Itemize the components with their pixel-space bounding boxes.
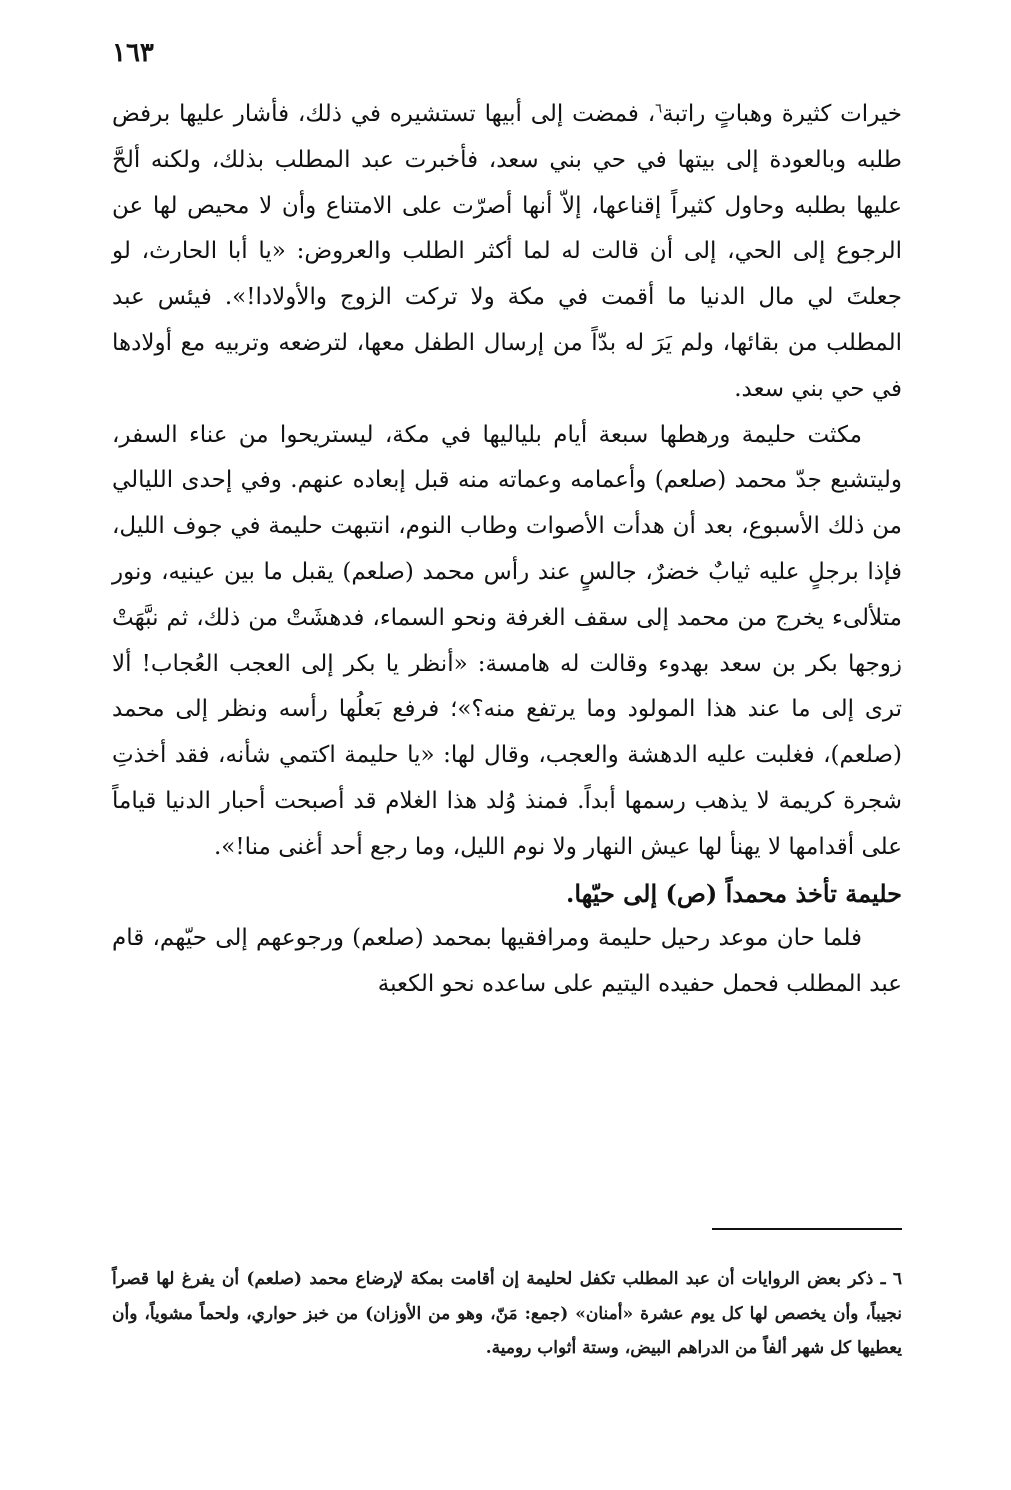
footnote-reference: ٦ xyxy=(655,101,663,117)
footnote-number: ٦ ـ xyxy=(880,1269,902,1289)
paragraph-1-start: خيرات كثيرة وهباتٍ راتبة xyxy=(662,101,902,127)
footnote-divider xyxy=(712,1228,902,1230)
footnote-text: ذكر بعض الروايات أن عبد المطلب تكفل لحليمة إن أقامت بمكة لإرضاع محمد (صلعم) أن يفرغ لها قصراً نجيباً، وأن يخصص لها كل يوم عشرة «أمنان» (جمع: مَنّ، وهو من الأوزان) من خبز حواري، ولحماً مشوياً، وأن يعطيها كل شهر ألفاً من الدراهم البيض، وستة أثواب رومية. xyxy=(112,1269,902,1358)
section-heading: حليمة تأخذ محمداً (ص) إلى حيّها. xyxy=(566,878,902,908)
page-number: ١٦٣ xyxy=(112,38,154,68)
paragraph-2: مكثت حليمة ورهطها سبعة أيام بلياليها في مكة، ليستريحوا من عناء السفر، وليتشبع جدّ محمد (صلعم) وأعمامه وعماته منه قبل إبعاده عنهم. وفي إحدى الليالي من ذلك الأسبوع، بعد أن هدأت الأصوات وطاب النوم، انتبهت حليمة في جوف الليل، فإذا برجلٍ عليه ثيابٌ خضرٌ، جالسٍ عند رأس محمد (صلعم) يقبل ما بين عينيه، ونور متلألىء يخرج من محمد إلى سقف الغرفة ونحو السماء، فدهشَتْ من ذلك، ثم نبَّهَتْ زوجها بكر بن سعد بهدوء وقالت له هامسة: «أنظر يا بكر إلى العجب العُجاب! ألا ترى إلى ما عند هذا المولود وما يرتفع منه؟»؛ فرفع بَعلُها رأسه ونظر إلى محمد (صلعم)، فغلبت عليه الدهشة والعجب، وقال لها: «يا حليمة اكتمي شأنه، فقد أخذتِ شجرة كريمة لا يذهب رسمها أبداً. فمنذ وُلد هذا الغلام قد أصبحت أحبار الدنيا قياماً على أقدامها لا يهنأ لها عيش النهار ولا نوم الليل، وما رجع أحد أغنى منا!». xyxy=(112,421,902,860)
footnotes xyxy=(112,1262,902,1366)
paragraph-1-rest: ، فمضت إلى أبيها تستشيره في ذلك، فأشار عليها برفض طلبه وبالعودة إلى بيتها في حي بني سعد، فأخبرت عبد المطلب بذلك، ولكنه ألحَّ عليها بطلبه وحاول كثيراً إقناعها، إلاّ أنها أصرّت على الامتناع وأن لا محيص لها عن الرجوع إلى الحي، إلى أن قالت له لما أكثر الطلب والعروض: «يا أبا الحارث، لو جعلتَ لي مال الدنيا ما أقمت في مكة ولا تركت الزوج والأولادا!». فيئس عبد المطلب من بقائها، ولم يَرَ له بدّاً من إرسال الطفل معها، لترضعه وتربيه مع أولادها في حي بني سعد. xyxy=(112,101,902,402)
main-text xyxy=(112,92,902,1008)
footnote-6 xyxy=(112,1262,902,1366)
paragraph-1 xyxy=(112,92,902,413)
section-paragraph: فلما حان موعد رحيل حليمة ومرافقيها بمحمد (صلعم) ورجوعهم إلى حيّهم، قام عبد المطلب فحمل حفيده اليتيم على ساعده نحو الكعبة xyxy=(112,925,902,998)
